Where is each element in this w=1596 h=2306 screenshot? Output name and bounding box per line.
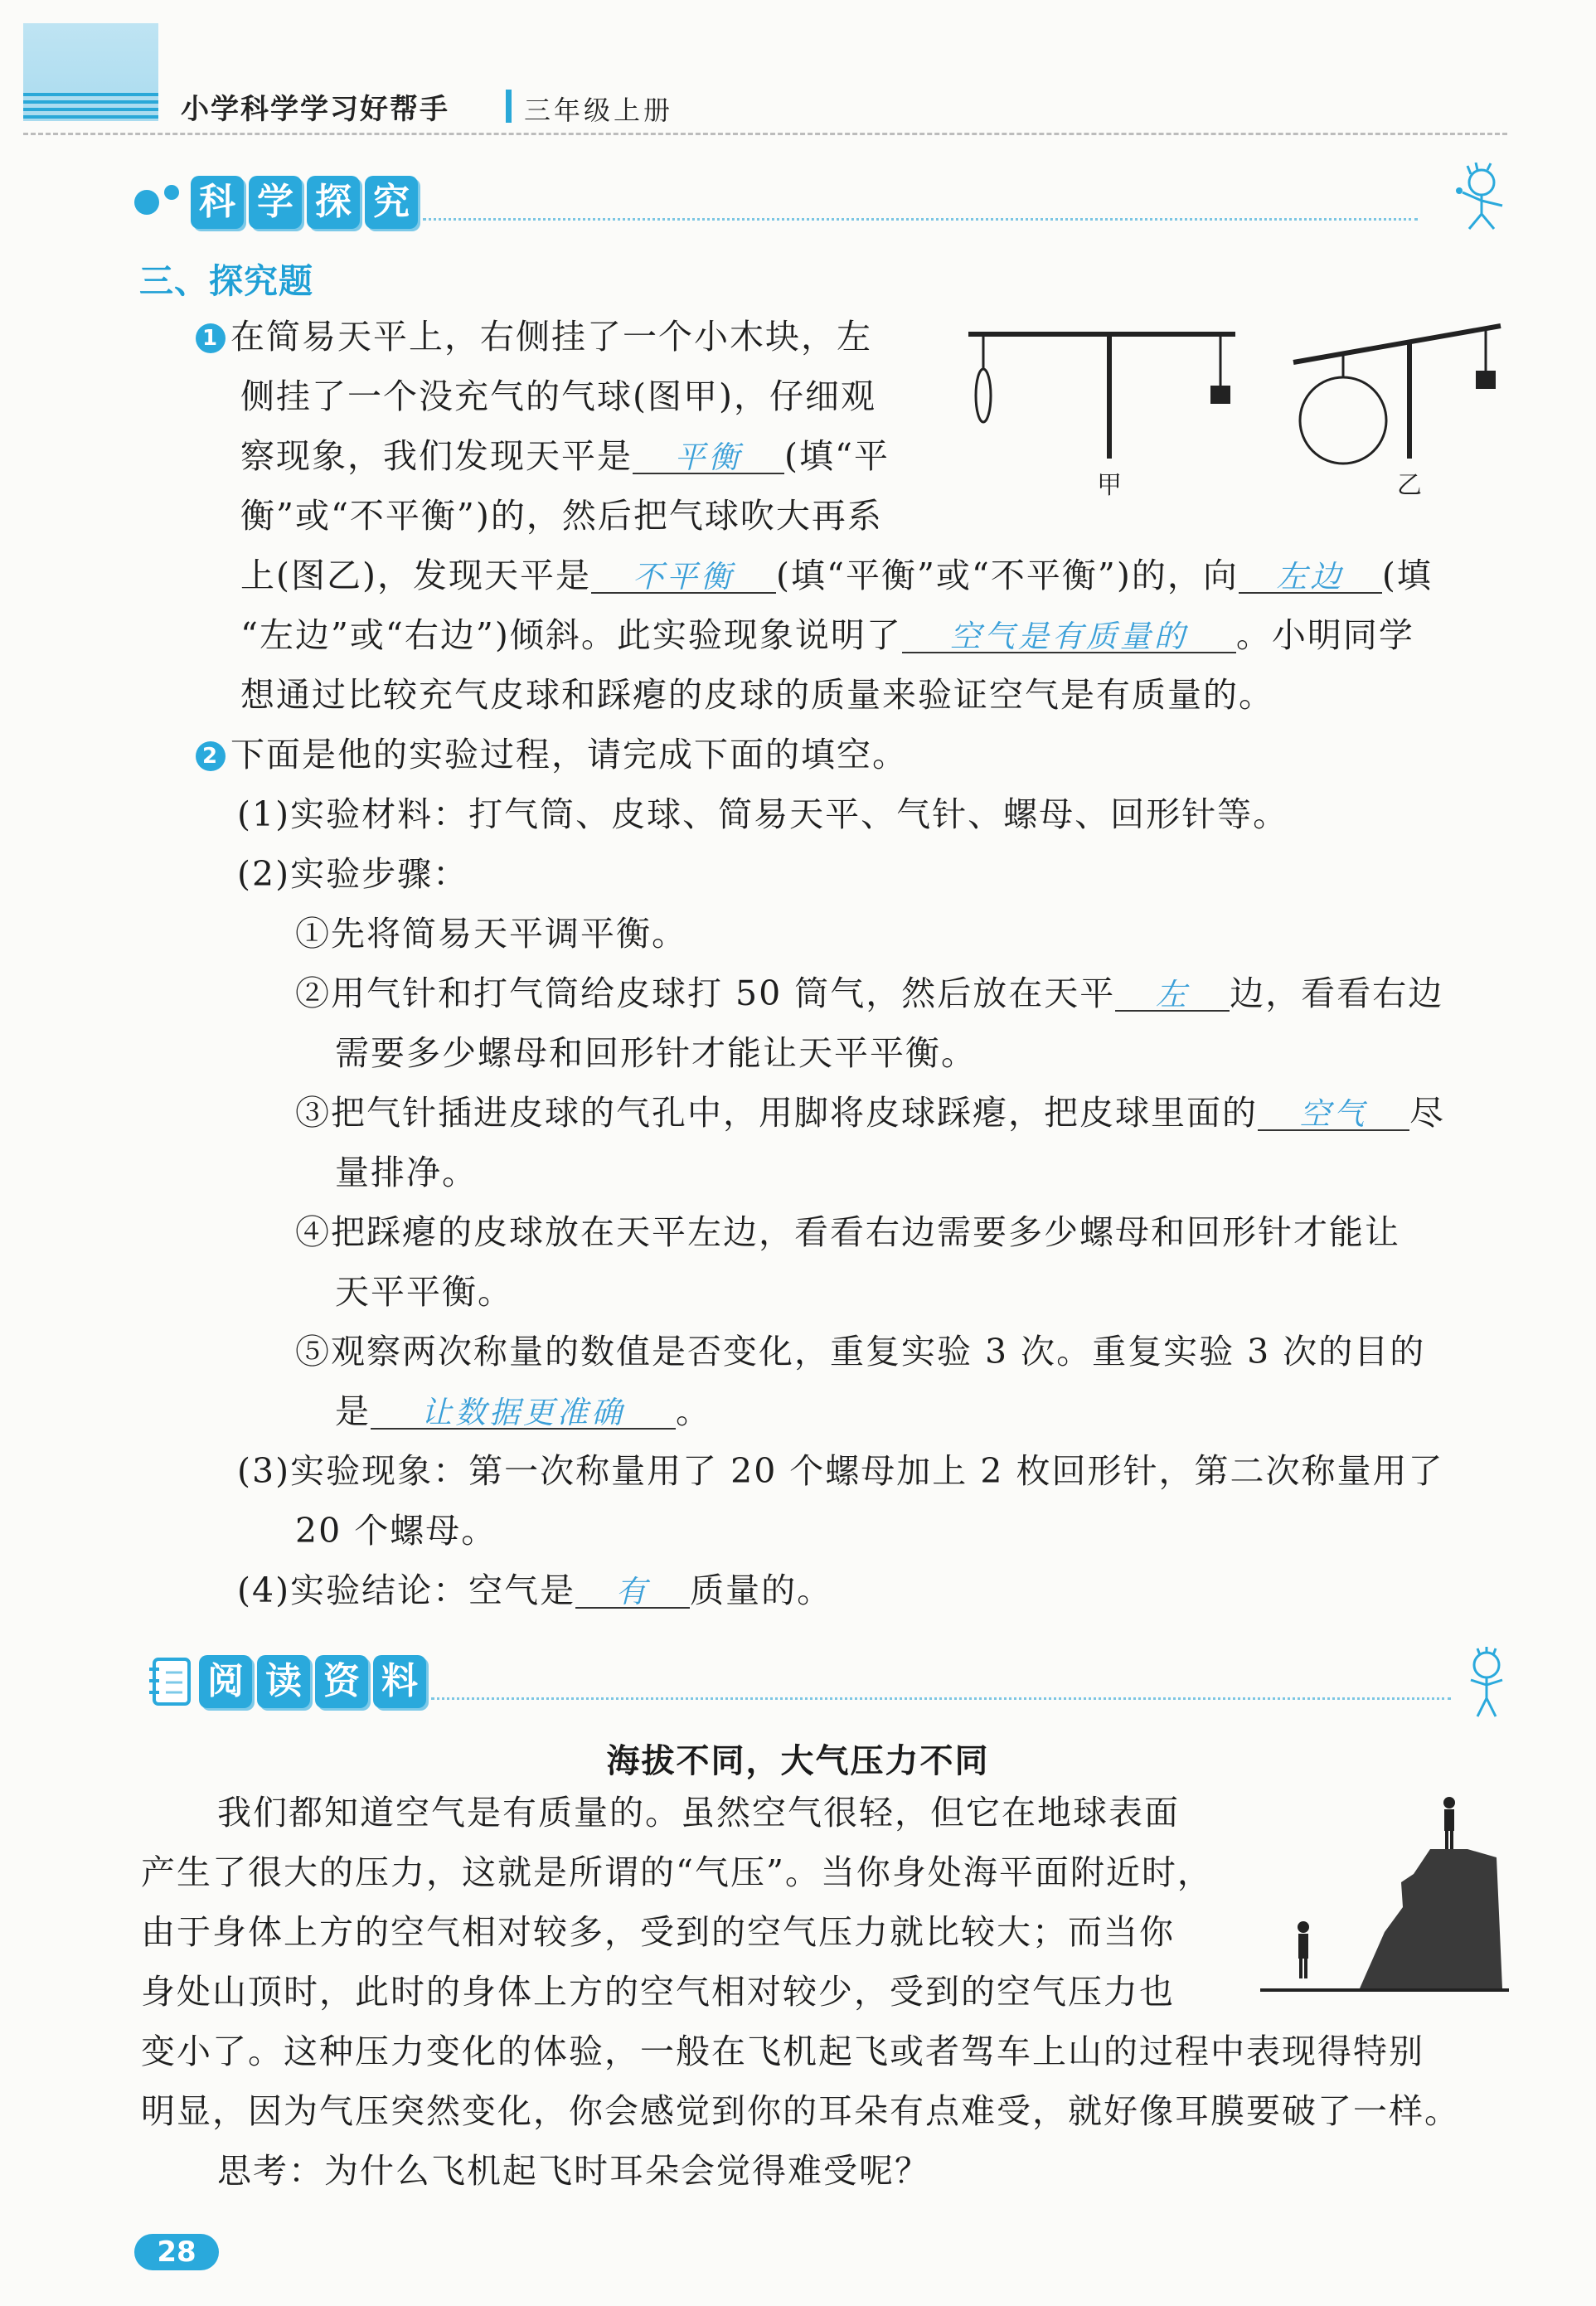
answer-blank: 左	[1115, 979, 1230, 1012]
q1-text: 在简易天平上，右侧挂了一个小木块，左	[230, 317, 872, 357]
section-banner-reading	[146, 1655, 1451, 1708]
banner-char: 资	[315, 1655, 368, 1708]
person-doodle-icon	[1444, 163, 1519, 232]
q2-line	[335, 1391, 711, 1431]
header-rule	[23, 133, 1507, 135]
notebook-icon	[146, 1656, 194, 1707]
person-doodle-icon	[1458, 1647, 1516, 1720]
answer-blank: 空气是有质量的	[902, 621, 1236, 653]
q2-text: 需要多少螺母和回形针才能让天平平衡。	[335, 1033, 977, 1073]
q2-text: (2)实验步骤：	[237, 854, 469, 894]
banner-char: 料	[373, 1655, 426, 1708]
q1-text: 。小明同学	[1235, 615, 1414, 655]
banner-dotted-line	[431, 1697, 1451, 1700]
answer-blank: 让数据更准确	[371, 1397, 676, 1430]
banner-char: 读	[257, 1655, 310, 1708]
q1-text: (填“平衡”或“不平衡”)的，向	[776, 556, 1239, 595]
q2-text: (3)实验现象：第一次称量用了 20 个螺母加上 2 枚回形针，第二次称量用了	[237, 1451, 1444, 1491]
answer-blank: 平衡	[633, 442, 784, 474]
answer-blank: 空气	[1258, 1099, 1409, 1131]
q2-text: 尽	[1409, 1093, 1445, 1133]
q1-line	[196, 317, 872, 357]
banner-char: 探	[307, 176, 360, 229]
q1-text: 衡”或“不平衡”)的，然后把气球吹大再系	[240, 496, 883, 536]
q1-line	[240, 556, 1433, 595]
banner-char: 科	[191, 176, 244, 229]
q1-line	[240, 615, 1414, 655]
q1-text: 侧挂了一个没充气的气球(图甲)，仔细观	[240, 376, 876, 416]
answer-blank: 不平衡	[591, 561, 776, 594]
q1-text: 想通过比较充气皮球和踩瘪的皮球的质量来验证空气是有质量的。	[240, 675, 1274, 715]
q2-text: (4)实验结论：空气是	[237, 1571, 576, 1610]
figure-label: 甲	[1097, 471, 1122, 500]
q2-text: 质量的。	[690, 1571, 833, 1610]
header-divider	[506, 90, 512, 123]
grade-label: 三年级上册	[524, 95, 674, 126]
question-number-badge: 1	[196, 323, 226, 353]
reading-title: 海拔不同，大气压力不同	[606, 1742, 990, 1780]
banner-char: 究	[365, 176, 418, 229]
q2-text: 是	[335, 1391, 371, 1431]
q2-text: 。	[676, 1391, 711, 1431]
question-number-badge: 2	[196, 741, 226, 771]
q2-text: 边，看看右边	[1230, 973, 1444, 1013]
reading-paragraph-line: 我们都知道空气是有质量的。虽然空气很轻，但它在地球表面	[217, 1793, 1180, 1833]
q2-text: 天平平衡。	[335, 1272, 513, 1312]
q2-text: ①先将简易天平调平衡。	[295, 914, 687, 954]
header-corner-stripes	[23, 93, 158, 123]
answer-blank: 有	[575, 1576, 690, 1609]
mountain-figure	[1260, 1783, 1509, 1998]
q1-text: 上(图乙)，发现天平是	[240, 556, 591, 595]
section-banner-science-inquiry	[134, 176, 1418, 229]
page-number: 28	[134, 2234, 219, 2270]
banner-dots	[134, 190, 179, 215]
reading-paragraph-line: 变小了。这种压力变化的体验，一般在飞机起飞或者驾车上山的过程中表现得特别	[141, 2032, 1424, 2071]
book-title: 小学科学学习好帮手	[181, 93, 449, 126]
q2-text: 下面是他的实验过程，请完成下面的填空。	[230, 735, 908, 774]
question-section-title: 三、探究题	[139, 261, 313, 301]
q2-line	[196, 735, 908, 774]
figure-label: 乙	[1397, 471, 1422, 500]
q1-line	[240, 436, 890, 476]
banner-char: 阅	[199, 1655, 252, 1708]
q2-text: 20 个螺母。	[295, 1511, 497, 1551]
q2-line	[237, 1571, 833, 1610]
q2-text: ④把踩瘪的皮球放在天平左边，看看右边需要多少螺母和回形针才能让	[295, 1212, 1400, 1252]
reading-paragraph-line: 由于身体上方的空气相对较多，受到的空气压力就比较大；而当你	[141, 1912, 1175, 1952]
q2-text: 量排净。	[335, 1153, 478, 1192]
balance-figure	[962, 319, 1509, 518]
q2-text: ③把气针插进皮球的气孔中，用脚将皮球踩瘪，把皮球里面的	[295, 1093, 1258, 1133]
q1-text: “左边”或“右边”)倾斜。此实验现象说明了	[240, 615, 902, 655]
q2-line	[295, 973, 1444, 1013]
banner-char: 学	[249, 176, 302, 229]
q2-text: (1)实验材料：打气筒、皮球、简易天平、气针、螺母、回形针等。	[237, 794, 1289, 834]
reading-paragraph-line: 产生了很大的压力，这就是所谓的“气压”。当你身处海平面附近时，	[141, 1852, 1213, 1892]
q1-text: (填“平	[784, 436, 890, 476]
q1-text: (填	[1381, 556, 1433, 595]
think-question: 思考：为什么飞机起飞时耳朵会觉得难受呢？	[217, 2151, 930, 2191]
answer-blank: 左边	[1239, 561, 1382, 594]
reading-paragraph-line: 明显，因为气压突然变化，你会感觉到你的耳朵有点难受，就好像耳膜要破了一样。	[141, 2091, 1460, 2131]
q2-line	[295, 1093, 1445, 1133]
q2-text: ②用气针和打气筒给皮球打 50 筒气，然后放在天平	[295, 973, 1116, 1013]
q1-text: 察现象，我们发现天平是	[240, 436, 633, 476]
q2-text: ⑤观察两次称量的数值是否变化，重复实验 3 次。重复实验 3 次的目的	[295, 1332, 1426, 1371]
reading-paragraph-line: 身处山顶时，此时的身体上方的空气相对较少，受到的空气压力也	[141, 1972, 1175, 2012]
banner-dotted-line	[423, 218, 1418, 221]
